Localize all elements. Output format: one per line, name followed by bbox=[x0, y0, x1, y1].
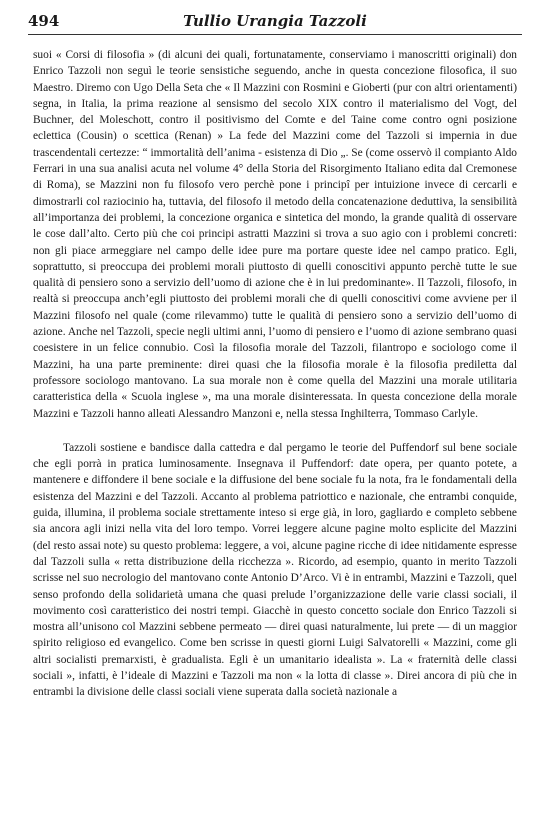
page-header bbox=[28, 12, 522, 35]
page-number: 494 bbox=[28, 12, 60, 30]
paragraph-2: Tazzoli sostiene e bandisce dalla cattedra e dal pergamo le teorie del Puffendorf sul bene sociale che egli porrà in pratica luminosamente. Insegnava il Puffendorf: date opera, per quanto potete, a mantenere e diffondere il bene sociale e la diffusione del bene sociale fu la nota, fra le fondamentali della esistenza del Mazzini e del Tazzoli. Accanto al problema patriottico e nazionale, che entrambi conquide, guida, illumina, il problema sociale strettamente inteso si erge già, in loro, gagliardo e completo sebbene sia ancora agli inizi nella vita del loro tempo. Vorrei leggere alcune pagine molto esplicite del Mazzini (del resto assai note) su questo problema: leggere, a voi, alcune pagine ricche di idee nitidamente espresse dal Tazzoli sulla « retta distribuzione della ricchezza ». Ricordo, ad esempio, quanto in merito Tazzoli scrisse nel suo necrologio del mantovano conte Antonio D’Arco. Vi è in entrambi, Mazzini e Tazzoli, quel senso profondo della solidarietà umana che quasi prelude l’organizzazione delle varie classi sociali, il movimento così caratteristico dei nostri tempi. Giacchè in questo concetto sociale don Enrico Tazzoli si mostra all’unisono col Mazzini sebbene permeato — direi quasi naturalmente, lui prete — di un maggior spirito religioso ed evangelico. Come ben scrisse in questi giorni Luigi Salvatorelli « Mazzini, come gli altri socialisti premarxisti, è gradualista. Egli è un umanitario idealista ». La « fraternità delle classi sociali », infatti, è l’ideale di Mazzini e Tazzoli ma non « la lotta di classe ». Direi ancora di più che in entrambi la divisione delle classi sociali viene superata dalla società nazionale a bbox=[33, 441, 517, 699]
body-text bbox=[33, 47, 517, 701]
paragraph-1: suoi « Corsi di filosofia » (di alcuni dei quali, fortunatamente, conserviamo i manoscritti originali) don Enrico Tazzoli non seguì le teorie sensistiche seguendo, anche in questa concezione filosofica, il suo Maestro. Diremo con Ugo Della Seta che « Il Mazzini con Rosmini e Gioberti (pur con altri orientamenti) segna, in Italia, la prima reazione al sensismo del secolo XIX contro il materialismo del Vogt, del Buchner, del Moleschott, contro il positivismo del Comte e del Taine come contro ogni posizione eclettica (Cousin) o scettica (Renan) » La fede del Mazzini come del Tazzoli si impernia in due trascendentali certezze: “ immortalità dell’anima - esistenza di Dio „. Se (come osservò il compianto Aldo Ferrari in una sua analisi acuta nel volume 4° della Storia del Risorgimento Italiano edita dal Cremonese di Roma), se Mazzini non fu filosofo vero perchè pone i principî per intuizione invece di cercarli e dimostrarli col raziocinio ha, tuttavia, del filosofo il metodo della concatenazione deduttiva, la sensibilità all’importanza dei problemi, la concezione organica e sintetica del mondo, la grande qualità di osservare le cose dall’alto. Certo più che coi principi astratti Mazzini si trova a suo agio con i problemi concreti: non gli piace armeggiare nel campo delle idee pure ma portare queste idee nel campo pratico. Egli, soprattutto, si preoccupa dei problemi morali piuttosto di quelli conoscitivi appunto perchè tutte le sue qualità di pensiero sono a servizio dell’uomo di azione che è in lui predominante». Il Tazzoli, filosofo, in realtà si preoccupa anch’egli piuttosto dei problemi morali che di quelli conoscitivi come avviene per il Mazzini filosofo nel quale (come rilevammo) tutte le qualità di pensiero sono a servizio dell’uomo di azione. Anche nel Tazzoli, specie negli ultimi anni, l’uomo di pensiero e l’uomo di azione sembrano quasi coesistere in un felice connubio. Così la filosofia morale del Tazzoli, filantropo e sociologo come il Mazzini, ha una parte preminente: direi quasi che la filosofia morale è la filosofia prediletta dal professore sociologo mantovano. La sua morale non è come quella del Mazzini una morale utilitaria caratteristica della « Scuola inglese », ma una morale disinteressata. In questa concezione della morale Mazzini e Tazzoli hanno alleati Alessandro Manzoni e, nella stessa Inghilterra, Tommaso Carlyle. bbox=[33, 49, 517, 420]
running-head: Tullio Urangia Tazzoli bbox=[183, 12, 367, 30]
